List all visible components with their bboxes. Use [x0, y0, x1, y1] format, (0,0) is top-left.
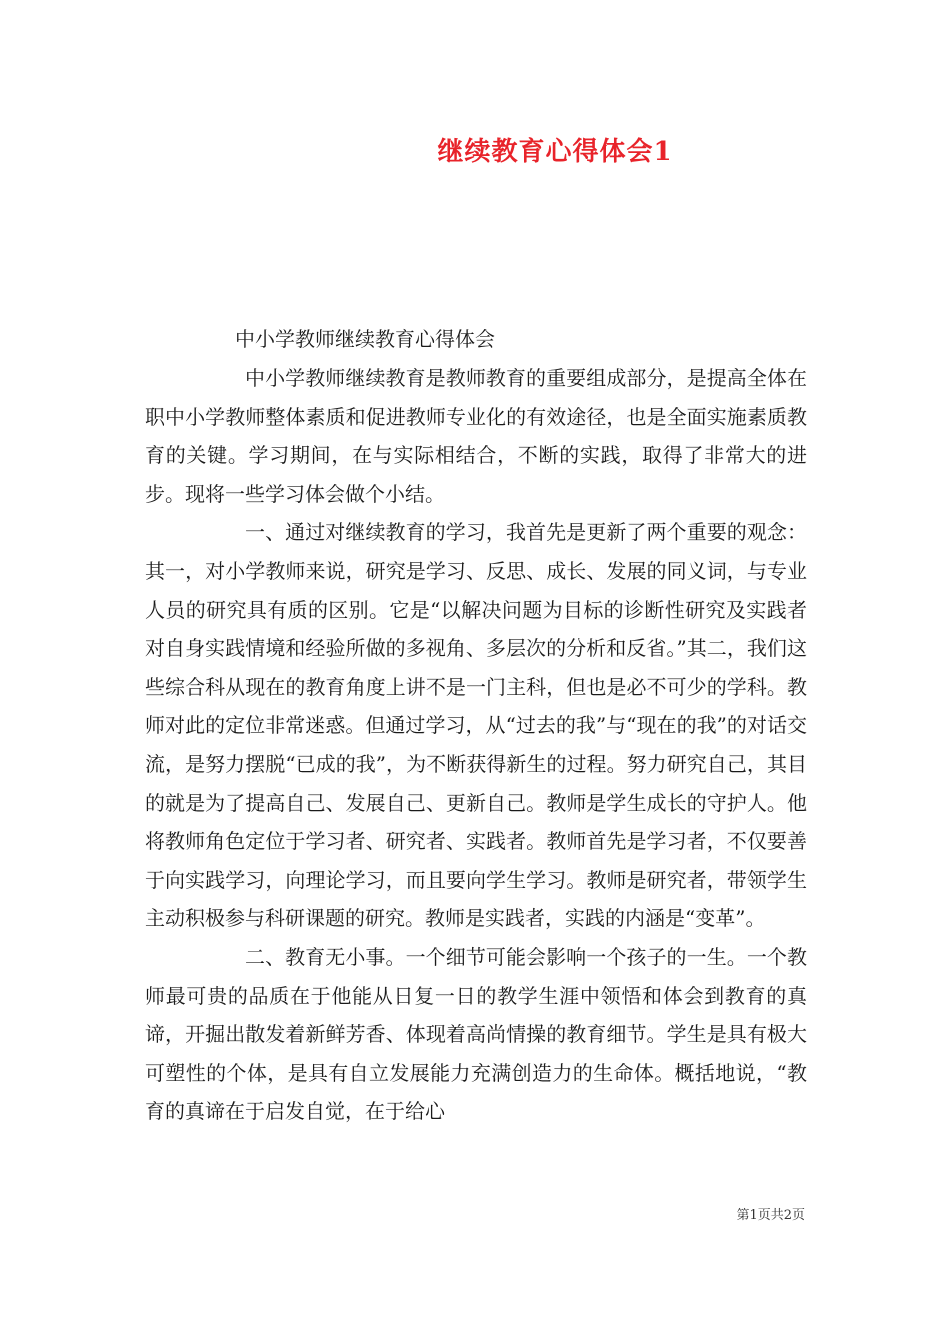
document-subtitle: 中小学教师继续教育心得体会 [235, 327, 495, 351]
page-number-footer: 第1页共2页 [736, 1208, 805, 1223]
document-body [145, 320, 807, 1131]
paragraph-intro: 中小学教师继续教育是教师教育的重要组成部分，是提高全体在职中小学教师整体素质和促进教师专业化的有效途径，也是全面实施素质教育的关键。学习期间，在与实际相结合，不断的实践，取得了非常大的进步。现将一些学习体会做个小结。 [145, 366, 807, 506]
paragraph-section-one: 一、通过对继续教育的学习，我首先是更新了两个重要的观念：其一，对小学教师来说，研究是学习、反思、成长、发展的同义词，与专业人员的研究具有质的区别。它是“以解决问题为目标的诊断性研究及实践者对自身实践情境和经验所做的多视角、多层次的分析和反省。”其二，我们这些综合科从现在的教育角度上讲不是一门主科，但也是必不可少的学科。教师对此的定位非常迷惑。但通过学习，从“过去的我”与“现在的我”的对话交流，是努力摆脱“已成的我”，为不断获得新生的过程。努力研究自己，其目的就是为了提高自己、发展自己、更新自己。教师是学生成长的守护人。他将教师角色定位于学习者、研究者、实践者。教师首先是学习者，不仅要善于向实践学习，向理论学习，而且要向学生学习。教师是研究者，带领学生主动积极参与科研课题的研究。教师是实践者，实践的内涵是“变革”。 [145, 520, 807, 931]
document-title: 继续教育心得体会1 [437, 137, 673, 167]
paragraph-section-two: 二、教育无小事。一个细节可能会影响一个孩子的一生。一个教师最可贵的品质在于他能从日复一日的教学生涯中领悟和体会到教育的真谛，开掘出散发着新鲜芳香、体现着高尚情操的教育细节。学生是具有极大可塑性的个体，是具有自立发展能力充满创造力的生命体。概括地说，“教育的真谛在于启发自觉，在于给心 [145, 944, 807, 1124]
